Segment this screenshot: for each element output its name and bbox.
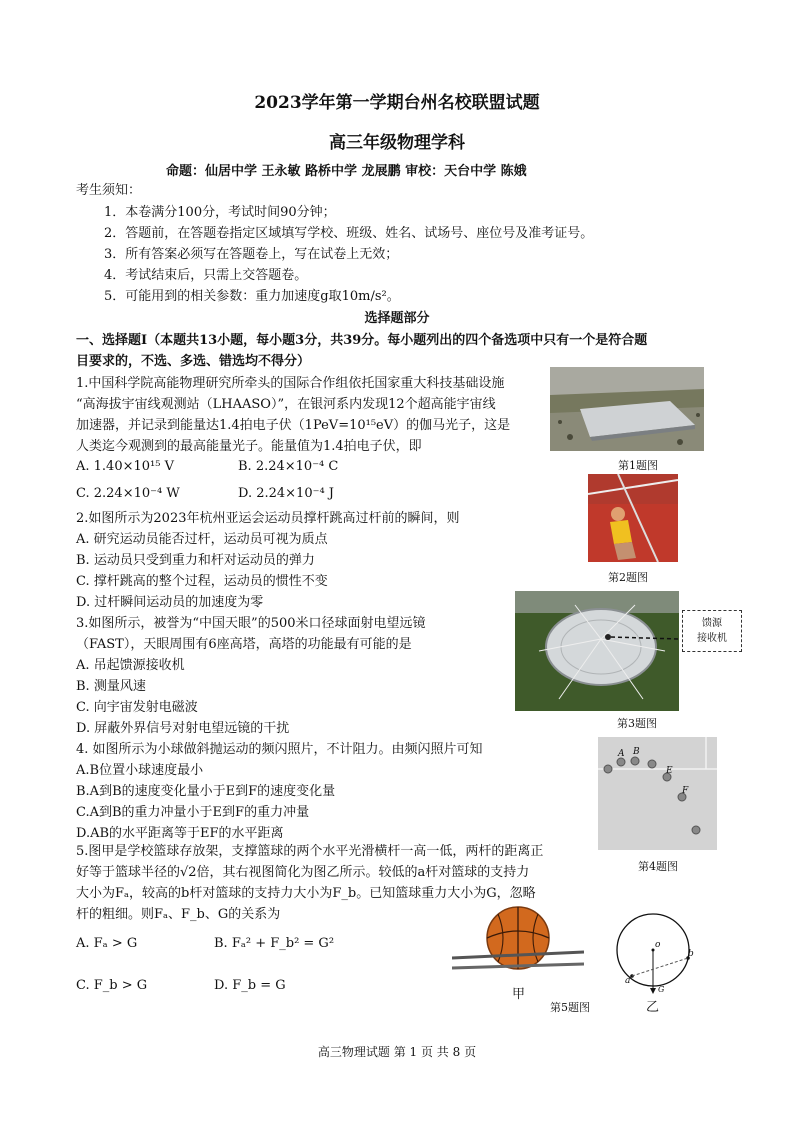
q1-stem: 人类迄今观测到的最高能量光子。能量值为1.4拍电子伏，即 bbox=[76, 439, 422, 454]
q5-stem: 5.图甲是学校篮球存放架，支撑篮球的两个水平光滑横杆一高一低，两杆的距离正 bbox=[76, 844, 544, 859]
part1-instructions-cont: 目要求的，不选、多选、错选均不得分） bbox=[76, 354, 311, 369]
q3-caption: 第3题图 bbox=[617, 717, 657, 730]
point-o-label: o bbox=[655, 940, 661, 950]
q2-option-d: D. 过杆瞬间运动员的加速度为零 bbox=[76, 595, 264, 610]
q1-option-d: D. 2.24×10⁻⁴ J bbox=[238, 486, 335, 501]
q3-option-d: D. 屏蔽外界信号对射电望远镜的干扰 bbox=[76, 721, 290, 736]
q1-stem: “高海拔宇宙线观测站（LHAASO）”，在银河系内发现12个超高能宇宙线 bbox=[76, 397, 496, 412]
fig-label-yi: 乙 bbox=[646, 1000, 660, 1015]
fast-telescope-image bbox=[515, 591, 679, 711]
q3-stem: （FAST），天眼周围有6座高塔，高塔的功能最有可能的是 bbox=[76, 637, 412, 652]
q5-option-a: A. Fₐ > G bbox=[76, 936, 138, 951]
basketball-rack-image bbox=[452, 904, 584, 982]
q3-option-b: B. 测量风速 bbox=[76, 679, 146, 694]
observatory-image bbox=[550, 367, 704, 451]
q2-stem: 2.如图所示为2023年杭州亚运会运动员撑杆跳高过杆前的瞬间，则 bbox=[76, 511, 460, 526]
q4-option-a: A.B位置小球速度最小 bbox=[76, 763, 204, 778]
q5-diagram bbox=[608, 910, 698, 1000]
q1-option-b: B. 2.24×10⁻⁴ C bbox=[238, 459, 339, 474]
feed-receiver-box bbox=[682, 610, 742, 652]
q5-basketball-photo bbox=[452, 904, 584, 982]
q5-stem: 大小为Fₐ，较高的b杆对篮球的支持力大小为F_b。已知篮球重力大小为G，忽略 bbox=[76, 886, 536, 901]
part1-instructions: 一、选择题Ⅰ（本题共13小题，每小题3分，共39分。每小题列出的四个备选项中只有一个是符合题 bbox=[76, 333, 648, 348]
ball-label-b: B bbox=[633, 747, 640, 757]
exam-subtitle: 高三年级物理学科 bbox=[329, 133, 465, 153]
fig-label-jia: 甲 bbox=[512, 987, 526, 1002]
authors-line: 命题：仙居中学 王永敏 路桥中学 龙展鹏 审校：天台中学 陈娥 bbox=[166, 164, 527, 179]
q4-option-b: B.A到B的速度变化量小于E到F的速度变化量 bbox=[76, 784, 336, 799]
q1-caption: 第1题图 bbox=[618, 459, 658, 472]
notice-heading: 考生须知： bbox=[76, 183, 142, 198]
q2-photo bbox=[588, 474, 678, 562]
q2-option-a: A. 研究运动员能否过杆，运动员可视为质点 bbox=[76, 532, 328, 547]
q5-caption: 第5题图 bbox=[550, 1001, 590, 1014]
notice-item: 4．考试结束后，只需上交答题卷。 bbox=[104, 268, 308, 283]
q3-stem: 3.如图所示，被誉为“中国天眼”的500米口径球面射电望远镜 bbox=[76, 616, 426, 631]
q4-stem: 4. 如图所示为小球做斜抛运动的频闪照片，不计阻力。由频闪照片可知 bbox=[76, 742, 483, 757]
q5-stem: 好等于篮球半径的√2倍，其右视图简化为图乙所示。较低的a杆对篮球的支持力 bbox=[76, 865, 530, 880]
feed-receiver-label: 馈源 bbox=[702, 618, 722, 629]
q4-option-d: D.AB的水平距离等于EF的水平距离 bbox=[76, 826, 284, 841]
q5-option-d: D. F_b = G bbox=[214, 978, 286, 993]
q2-caption: 第2题图 bbox=[608, 571, 648, 584]
exam-title: 2023学年第一学期台州名校联盟试题 bbox=[254, 93, 540, 113]
q1-stem: 1.中国科学院高能物理研究所牵头的国际合作组依托国家重大科技基础设施 bbox=[76, 376, 505, 391]
notice-item: 2．答题前，在答题卷指定区域填写学校、班级、姓名、试场号、座位号及准考证号。 bbox=[104, 226, 594, 241]
point-a-label: a bbox=[625, 976, 631, 986]
q5-option-b: B. Fₐ² + F_b² = G² bbox=[214, 936, 335, 951]
q4-option-c: C.A到B的重力冲量小于E到F的重力冲量 bbox=[76, 805, 310, 820]
notice-item: 5．可能用到的相关参数：重力加速度g取10m/s²。 bbox=[104, 289, 400, 304]
q4-caption: 第4题图 bbox=[638, 860, 678, 873]
gravity-label: G bbox=[658, 985, 665, 994]
q1-photo bbox=[550, 367, 704, 451]
section-title: 选择题部分 bbox=[364, 311, 430, 326]
q3-photo bbox=[515, 591, 679, 711]
q4-strobe-photo bbox=[598, 737, 717, 850]
q5-stem: 杆的粗细。则Fₐ、F_b、G的关系为 bbox=[76, 907, 281, 922]
ball-label-e: E bbox=[666, 766, 673, 776]
q1-option-a: A. 1.40×10¹⁵ V bbox=[76, 459, 174, 474]
q2-option-c: C. 撑杆跳高的整个过程，运动员的惯性不变 bbox=[76, 574, 328, 589]
feed-receiver-label-2: 接收机 bbox=[697, 633, 727, 644]
pole-vault-image bbox=[588, 474, 678, 562]
point-b-label: b bbox=[688, 949, 694, 959]
q1-option-c: C. 2.24×10⁻⁴ W bbox=[76, 486, 180, 501]
notice-item: 3．所有答案必须写在答题卷上，写在试卷上无效； bbox=[104, 247, 399, 262]
notice-item: 1．本卷满分100分，考试时间90分钟； bbox=[104, 205, 336, 220]
ball-label-a: A bbox=[618, 749, 625, 759]
ball-label-f: F bbox=[682, 786, 689, 796]
page-footer: 高三物理试题 第 1 页 共 8 页 bbox=[317, 1045, 477, 1059]
q2-option-b: B. 运动员只受到重力和杆对运动员的弹力 bbox=[76, 553, 315, 568]
strobe-balls-image bbox=[598, 737, 717, 850]
q1-stem: 加速器，并记录到能量达1.4拍电子伏（1PeV=10¹⁵eV）的伽马光子，这是 bbox=[76, 418, 511, 433]
q5-option-c: C. F_b > G bbox=[76, 978, 148, 993]
q3-option-a: A. 吊起馈源接收机 bbox=[76, 658, 185, 673]
side-view-diagram bbox=[608, 910, 698, 1000]
q3-option-c: C. 向宇宙发射电磁波 bbox=[76, 700, 198, 715]
